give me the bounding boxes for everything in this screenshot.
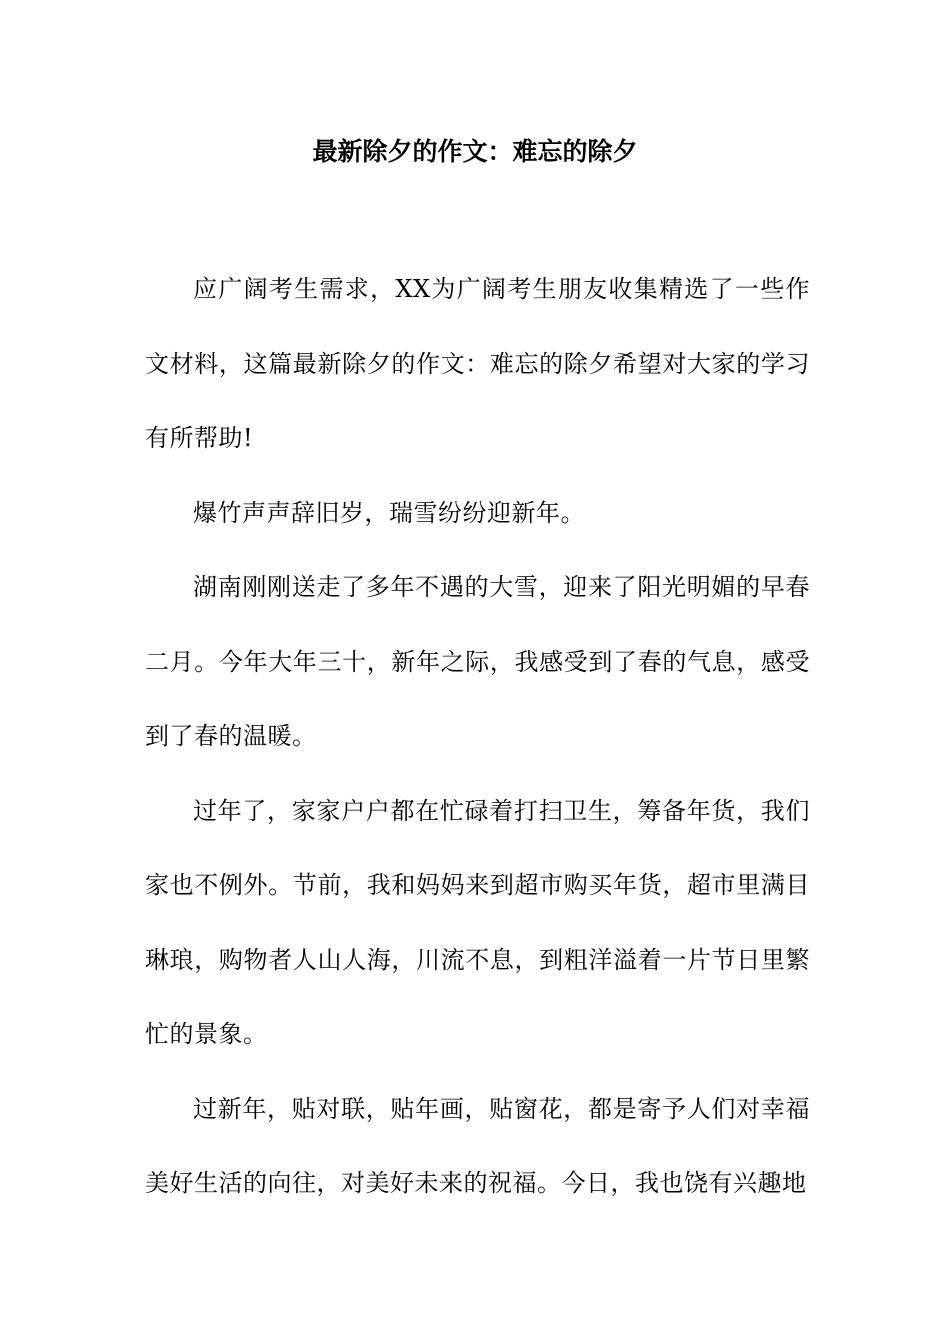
document-title: 最新除夕的作文：难忘的除夕	[312, 137, 638, 166]
paragraph-spring: 湖南刚刚送走了多年不遇的大雪，迎来了阳光明媚的早春二月。今年大年三十，新年之际，我感受到了春的气息，感受到了春的温暖。	[145, 573, 810, 750]
paragraph-decorations: 过新年，贴对联，贴年画，贴窗花，都是寄予人们对幸福美好生活的向往，对美好未来的祝福。今日，我也饶有兴趣地	[145, 1094, 810, 1197]
paragraph-couplet: 爆竹声声辞旧岁，瑞雪纷纷迎新年。	[193, 498, 585, 527]
paragraph-intro: 应广阔考生需求，XX为广阔考生朋友收集精选了一些作文材料，这篇最新除夕的作文：难忘的除夕希望对大家的学习有所帮助!	[145, 275, 810, 452]
document-body	[145, 252, 810, 1221]
paragraph-shopping: 过年了，家家户户都在忙碌着打扫卫生，筹备年货，我们家也不例外。节前，我和妈妈来到超市购买年货，超市里满目琳琅，购物者人山人海，川流不息，到粗洋溢着一片节日里繁忙的景象。	[145, 796, 810, 1048]
